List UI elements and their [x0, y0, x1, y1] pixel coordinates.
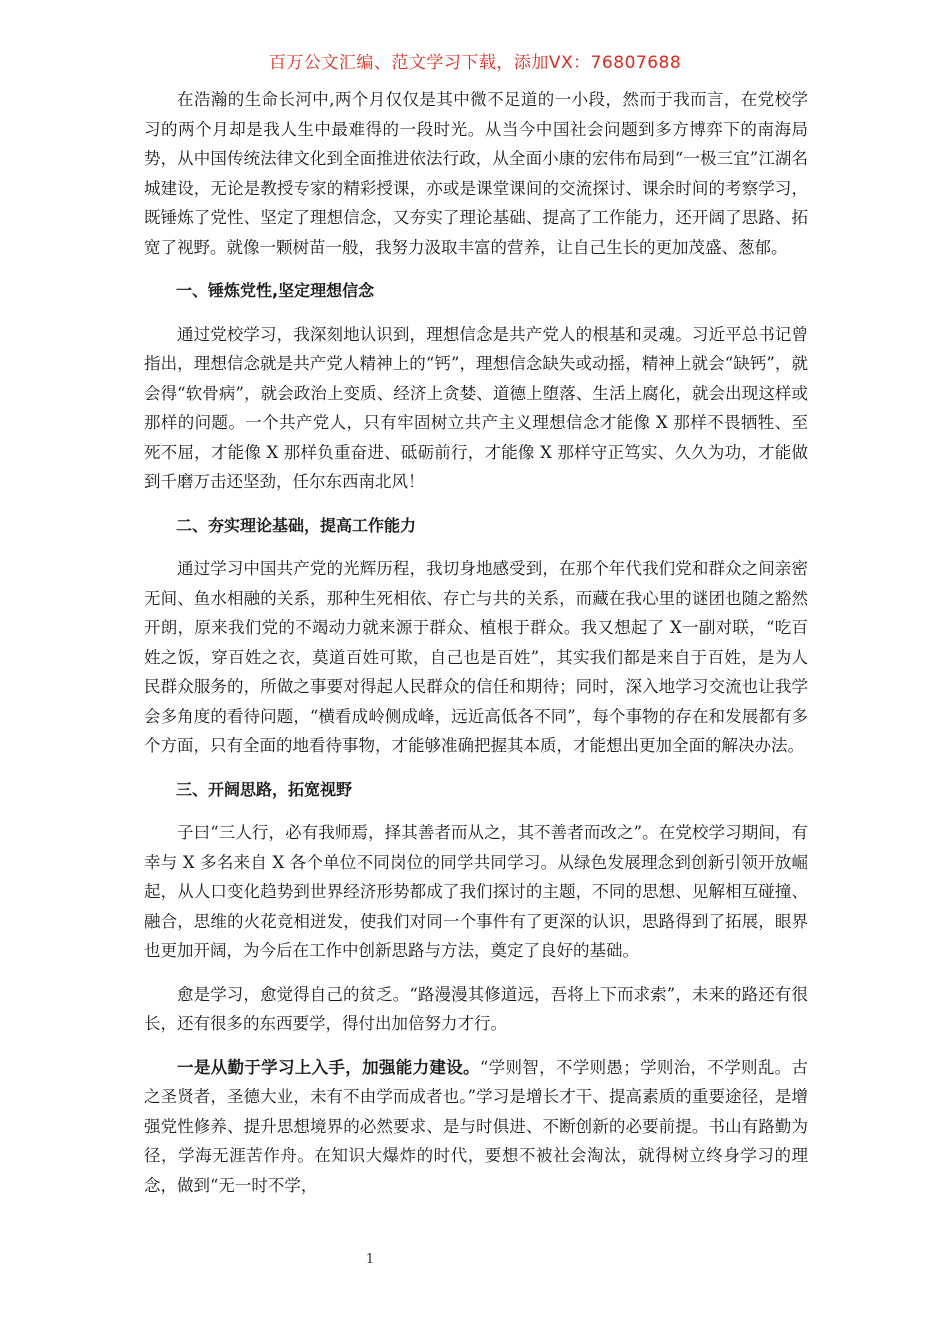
- section-3-paragraph-3: [144, 1053, 808, 1201]
- header-banner: 百万公文汇编、范文学习下载，添加VX：76807688: [268, 53, 682, 73]
- section-heading-3: 三、开阔思路，拓宽视野: [176, 779, 353, 799]
- intro-paragraph: 在浩瀚的生命长河中,两个月仅仅是其中微不足道的一小段，然而于我而言，在党校学习的两个月却是我人生中最难得的一段时光。从当今中国社会问题到多方博弈下的南海局势，从中国传统法律文化到全面推进依法行政，从全面小康的宏伟布局到“一极三宜”江湖名城建设，无论是教授专家的精彩授课，亦或是课堂课间的交流探讨、课余时间的考察学习，既锤炼了党性、坚定了理想信念，又夯实了理论基础、提高了工作能力，还开阔了思路、拓宽了视野。就像一颗树苗一般，我努力汲取丰富的营养，让自己生长的更加茂盛、葱郁。: [144, 90, 808, 257]
- section-2-paragraph: 通过学习中国共产党的光辉历程，我切身地感受到，在那个年代我们党和群众之间亲密无间、鱼水相融的关系，那种生死相依、存亡与共的关系，而藏在我心里的谜团也随之豁然开朗，原来我们党的不竭动力就来源于群众、植根于群众。我又想起了 X一副对联，“吃百姓之饭，穿百姓之衣，莫道百姓可欺，自己也是百姓”，其实我们都是来自于百姓，是为人民群众服务的，所做之事要对得起人民群众的信任和期待；同时，深入地学习交流也让我学会多角度的看待问题，“横看成岭侧成峰，远近高低各不同”，每个事物的存在和发展都有多个方面，只有全面的地看待事物，才能够准确把握其本质，才能想出更加全面的解决办法。: [144, 559, 808, 755]
- section-1-paragraph: 通过党校学习，我深刻地认识到，理想信念是共产党人的根基和灵魂。习近平总书记曾指出，理想信念就是共产党人精神上的“钙”，理想信念缺失或动摇，精神上就会“缺钙”，就会得“软骨病”，就会政治上变质、经济上贪婪、道德上堕落、生活上腐化，就会出现这样或那样的问题。一个共产党人，只有牢固树立共产主义理想信念才能像 X 那样不畏牺牲、至死不屈，才能像 X 那样负重奋进、砥砺前行，才能像 X 那样守正笃实、久久为功，才能做到千磨万击还坚劲，任尔东西南北风！: [144, 324, 808, 491]
- section-3-paragraph-1: 子曰“三人行，必有我师焉，择其善者而从之，其不善者而改之”。在党校学习期间，有幸与 X 多名来自 X 各个单位不同岗位的同学共同学习。从绿色发展理念到创新引领开放崛起，从人口变化趋势到世界经济形势都成了我们探讨的主题，不同的思想、见解相互碰撞、融合，思维的火花竞相迸发，使我们对同一个事件有了更深的认识，思路得到了拓展，眼界也更加开阔，为今后在工作中创新思路与方法，奠定了良好的基础。: [144, 823, 808, 960]
- section-3-paragraph-2: 愈是学习，愈觉得自己的贫乏。“路漫漫其修道远，吾将上下而求索”，未来的路还有很长，还有很多的东西要学，得付出加倍努力才行。: [144, 984, 808, 1033]
- section-heading-2: 二、夯实理论基础，提高工作能力: [176, 515, 417, 535]
- document-body: [144, 85, 808, 1214]
- section-heading-1: 一、锤炼党性,坚定理想信念: [176, 281, 375, 300]
- paragraph-lead-bold: 一是从勤于学习上入手，加强能力建设。: [177, 1057, 480, 1077]
- page-number: 1: [365, 1252, 375, 1267]
- paragraph-text: “学则智，不学则愚；学则治，不学则乱。古之圣贤者，圣德大业，未有不由学而成者也。”学习是增长才干、提高素质的重要途径，是增强党性修养、提升思想境界的必然要求、是与时俱进、不断创新的必要前提。书山有路勤为径，学海无涯苦作舟。在知识大爆炸的时代，要想不被社会淘汰，就得树立终身学习的理念，做到“无一时不学，: [144, 1057, 809, 1195]
